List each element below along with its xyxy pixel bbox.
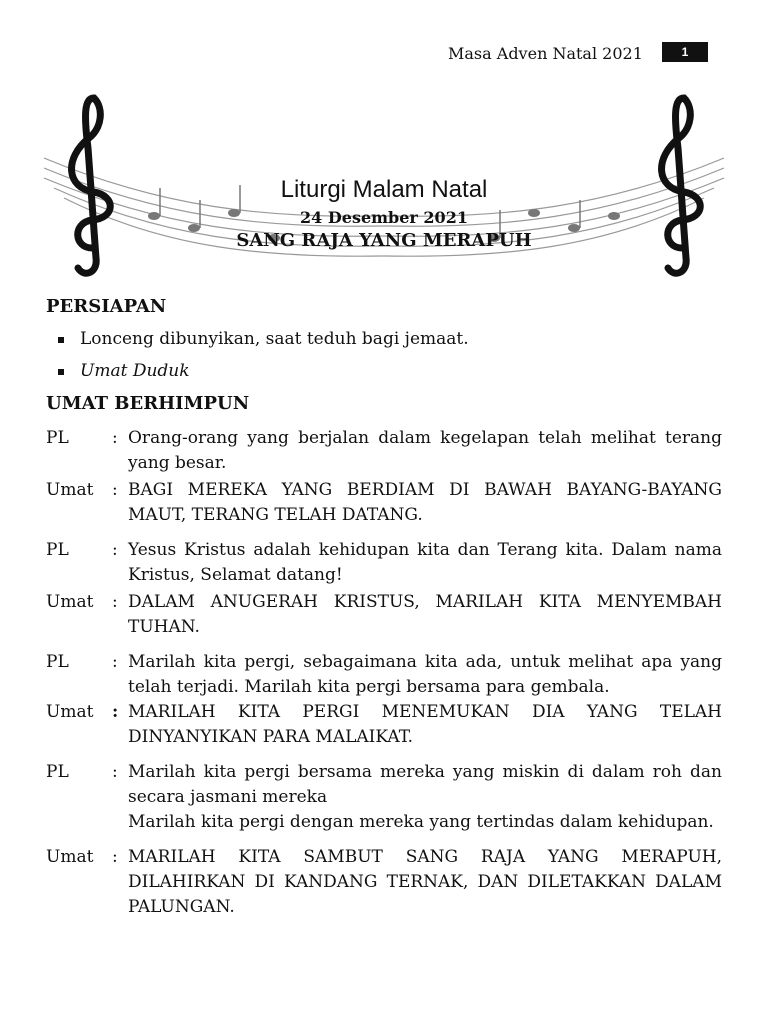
line-text: MARILAH KITA SAMBUT SANG RAJA YANG MERAPUH, DILAHIRKAN DI KANDANG TERNAK, DAN DILETAKKAN DALAM PALUNGAN. bbox=[128, 847, 722, 917]
line-colon: : bbox=[112, 592, 118, 612]
line-role: Umat bbox=[46, 847, 94, 867]
line-colon: : bbox=[112, 847, 118, 867]
liturgy-content bbox=[46, 296, 722, 920]
line-role: Umat bbox=[46, 592, 94, 612]
list-item-text: Lonceng dibunyikan, saat teduh bagi jemaat. bbox=[80, 329, 469, 349]
list-item bbox=[58, 361, 722, 381]
line-role: Umat bbox=[46, 702, 94, 722]
line-colon: : bbox=[112, 702, 119, 722]
line-role: PL bbox=[46, 762, 69, 782]
liturgy-line bbox=[46, 426, 722, 476]
line-role: PL bbox=[46, 652, 69, 672]
line-colon: : bbox=[112, 428, 118, 448]
line-colon: : bbox=[112, 762, 118, 782]
liturgy-line bbox=[46, 845, 722, 920]
page-number-badge: 1 bbox=[662, 42, 708, 62]
line-text: Marilah kita pergi, sebagaimana kita ada, untuk melihat apa yang telah terjadi. Marilah kita pergi bersama para gembala. bbox=[128, 652, 722, 697]
line-colon: : bbox=[112, 652, 118, 672]
line-text: BAGI MEREKA YANG BERDIAM DI BAWAH BAYANG-BAYANG MAUT, TERANG TELAH DATANG. bbox=[128, 480, 722, 525]
line-text-part: Marilah kita pergi bersama mereka yang miskin di dalam roh dan secara jasmani mereka bbox=[128, 762, 722, 807]
liturgy-line bbox=[46, 538, 722, 588]
line-role: Umat bbox=[46, 480, 94, 500]
line-role: PL bbox=[46, 428, 69, 448]
liturgy-title: Liturgi Malam Natal bbox=[280, 176, 488, 203]
square-bullet-icon bbox=[58, 369, 64, 375]
document-header: Masa Adven Natal 2021 bbox=[448, 44, 643, 63]
section-title-persiapan: PERSIAPAN bbox=[46, 296, 167, 317]
liturgy-line bbox=[46, 590, 722, 640]
line-text: Yesus Kristus adalah kehidupan kita dan Terang kita. Dalam nama Kristus, Selamat datang! bbox=[128, 540, 722, 585]
title-banner bbox=[44, 88, 724, 288]
line-role: PL bbox=[46, 540, 69, 560]
liturgy-date: 24 Desember 2021 bbox=[300, 208, 468, 227]
liturgy-line bbox=[46, 478, 722, 528]
liturgy-line bbox=[46, 760, 722, 835]
section-title-umat-berhimpun: UMAT BERHIMPUN bbox=[46, 393, 250, 414]
persiapan-list bbox=[46, 329, 722, 381]
line-text: DALAM ANUGERAH KRISTUS, MARILAH KITA MENYEMBAH TUHAN. bbox=[128, 592, 722, 637]
list-item bbox=[58, 329, 722, 349]
line-text bbox=[128, 760, 722, 835]
liturgy-line bbox=[46, 650, 722, 700]
liturgy-theme: SANG RAJA YANG MERAPUH bbox=[236, 230, 532, 251]
line-text: Orang-orang yang berjalan dalam kegelapan telah melihat terang yang besar. bbox=[128, 428, 722, 473]
line-colon: : bbox=[112, 540, 118, 560]
liturgy-line bbox=[46, 700, 722, 750]
list-item-text: Umat Duduk bbox=[80, 361, 190, 381]
square-bullet-icon bbox=[58, 337, 64, 343]
line-text-part: Marilah kita pergi dengan mereka yang tertindas dalam kehidupan. bbox=[128, 812, 714, 832]
line-colon: : bbox=[112, 480, 118, 500]
line-text: MARILAH KITA PERGI MENEMUKAN DIA YANG TELAH DINYANYIKAN PARA MALAIKAT. bbox=[128, 702, 722, 747]
